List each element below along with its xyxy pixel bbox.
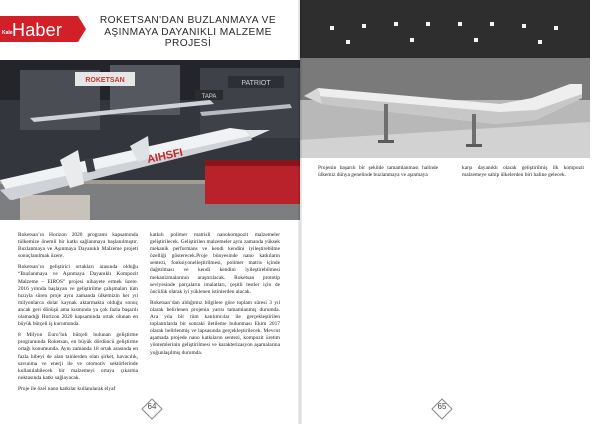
paragraph: Roketsan’ın Horizon 2020 programı kapsamında tülkemize önemli bir katkı sağlanmaya başlanılmıştır. Buzlanmaya ve Aşınmaya Dayanıklı Malzeme projeti sonuçlanılmak üzere. [18,232,138,260]
patriot-sign: PATRIOT [241,80,271,87]
paragraph: Roketsan’dan aldığımız bilgilere göre toplam süresi 3 yıl olarak belirlenen projenin yarısı tamamlanmış durumda. Ara yıla bir tüm katılımcılar ile gerçekleştirilen toplantılarda bir sonraki iletileme bulunması Ekim 2017 olarak belirlenmiş ve lapsasında gerçekleştirilecek. Mevcut aşamada projede nano katkıların sentezi, kompozit üretim yöntemlerinin geliştirilmesi ve karakterizasyon aşamalarına yoğunlaşılmış durumda. [150,299,280,356]
tapa-sign: TAPA [201,94,217,100]
missile-exhibit-photo [0,60,300,220]
composite-rocket-photo [300,0,590,158]
paragraph: Roketsan’ın geliştirici ortakları arasında olduğu “Buzlanmaya ve Aşınmaya Dayanıklı Kompozit Malzeme – EIROS” projesi nihayete ermek üzere. 2016 yılında başlayan ve geliştirilme çalışmaları tüm hızıyla süren proje aynı zamanda ülkemizin her yıl milyonlarca dolar kaynak aktarmakta olduğu sonuç ancak geri dönüşü ama kısmında ya çok fazla başarılı olamadığı Horizon 2020 kapsamında ortak olunan en büyük bütçeli iş kurumunda. [18,264,138,328]
missile-exhibit-illustration [0,60,300,220]
composite-rocket-illustration [300,0,590,158]
right-column-2 [462,165,584,183]
left-column-2 [150,232,280,361]
missile-marking: AIHSFI [146,146,184,166]
section-small-label: Kale [2,30,13,36]
paragraph: katkılı polimer matrisli nanokompozit malzemeler geliştirilecek. Geliştirilen malzemeler aynı zamanda yüksek mekanik performans ve kendi kendini iyileştirebilme özelliği gösterecek.Proje bünyesinde nano katkıların sentezi, fonksiyonelleştirilmesi, polimer matris içinde dağıtılması ve kendi kendini iyileştirebilmesi mekanizmalarının araştırılacak. Roketsan prototip seviyesinde parçaların imalatları, çeşitli testler için de öncülük olarak iyi yüklenen istinlerden alacak. [150,232,280,295]
roketsan-sign: ROKETSAN [85,77,125,84]
paragraph: karşı dayanıklı olarak geliştirilmiş ilk kompozit malzemeye sahip ülkelerden biri haline gelecek. [462,165,584,179]
right-page [300,0,600,424]
page-gutter [298,0,302,424]
left-column-1 [18,232,138,397]
page-number-left: 64 [147,402,157,411]
section-title: Haber [12,20,63,40]
article-headline: ROKETSAN'DAN BUZLANMAYA VE AŞINMAYA DAYANIKLI MALZEME PROJESİ [99,15,277,49]
right-column-1 [318,165,438,183]
paragraph: Projenin başarılı bir şekilde tamamlanması halinde ülkemiz dünya genelinde buzlanmaya ve aşınmaya [318,165,438,179]
masthead-arrow [78,16,86,42]
paragraph: Proje ile özel nano katkılar kullanılarak elyaf [18,385,116,392]
page-number-right: 65 [437,402,447,411]
paragraph: 8 Milyon Euro’luk bütçeli bulunan geliştirme programında Roketsan, en büyük dördüncü geliştirme ortağı konumunda. Aynı zamanda 18 ortak arasında en fazla hibeyi de alan tainlerden olan şirket, havacılık, savunma ve enerji ile ve otomotiv sektörlerinde kullanılabilecek bir malzemeyi ortaya çıkarma noktasında katkı sağlayacak. [18,332,138,381]
